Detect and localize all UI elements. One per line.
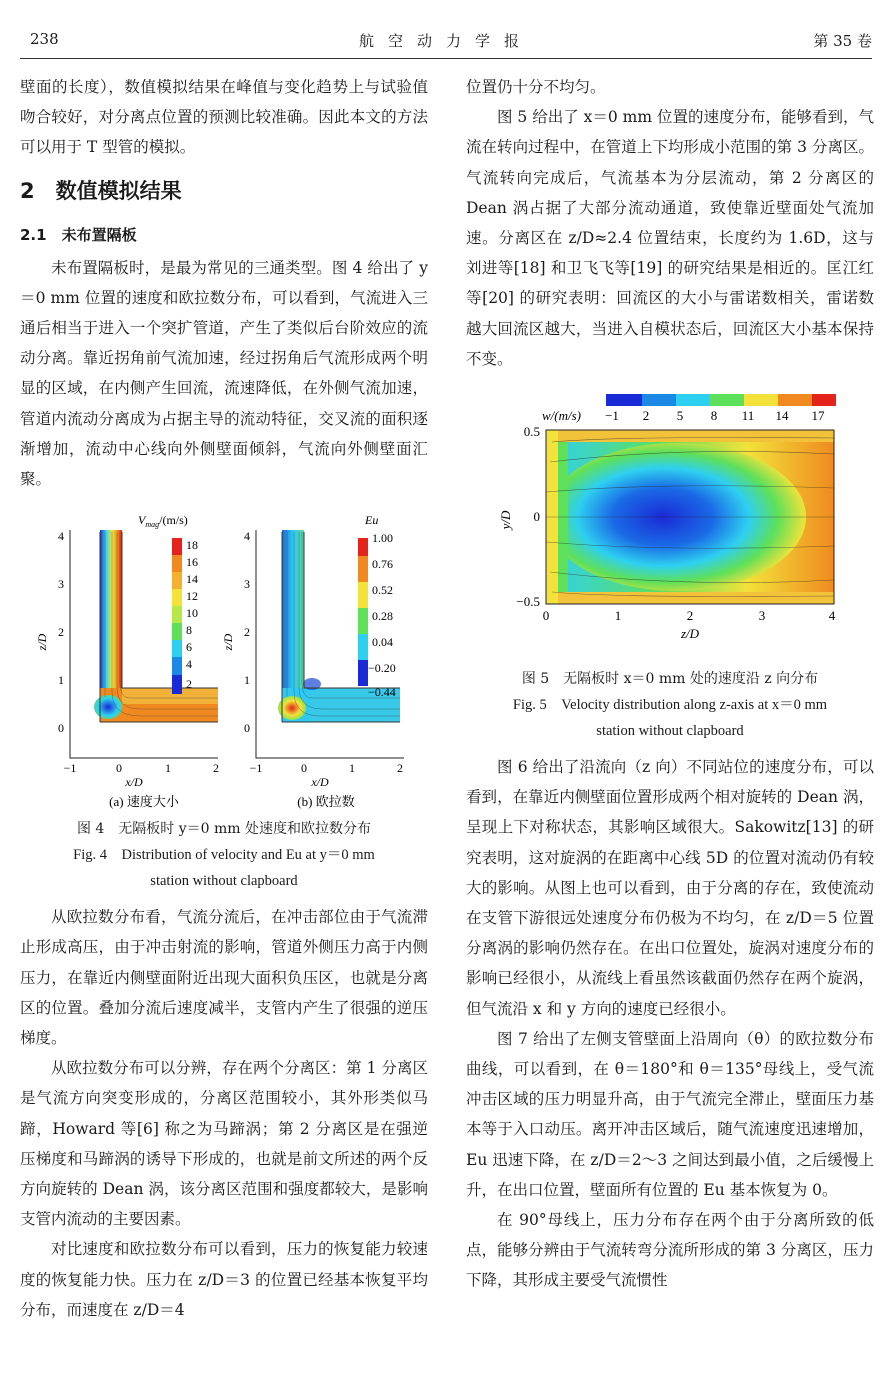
a-cb-swatch xyxy=(172,640,182,657)
a-ytick: 4 xyxy=(58,529,64,544)
b-legend-title: Eu xyxy=(365,513,379,528)
fig5-cb-labels xyxy=(605,408,825,423)
b-cb-swatch xyxy=(358,538,368,556)
a-ytick: 0 xyxy=(58,721,64,736)
figure-4-caption-en: Fig. 4 Distribution of velocity and Eu at y＝0 mm xyxy=(73,847,375,864)
b-cb-swatch xyxy=(358,608,368,634)
cb-label: 5 xyxy=(676,408,684,424)
paragraph: 图 6 给出了沿流向（z 向）不同站位的速度分布，可以看到，在靠近内侧壁面位置形成两个相对旋转的 Dean 涡，呈现上下对称状态，其影响区域很大。Sakowitz[13] 的研究表明，这对旋涡的在距离中心线 5D 的位置对流动仍有较大的影响。从图上也可以看到，由于分离的存在，致使流动在支管下游很远处速度分布仍极为不均匀，在 z/D＝5 位置分离涡的影响仍然存在。在出口位置处，旋涡对速度分布的影响已经很小，从流线上看虽然该截面仍然存在两个旋涡，但气流沿 x 和 y 方向的速度已经很小。 xyxy=(466,758,874,1018)
left-column xyxy=(20,72,428,1325)
subsection-heading: 2.1 未布置隔板 xyxy=(20,225,137,244)
b-cb-label: 0.04 xyxy=(372,635,393,650)
figure-5-caption-en: Fig. 5 Velocity distribution along z-axis at x＝0 mm xyxy=(512,697,828,714)
running-header xyxy=(20,26,872,56)
a-cb-label: 8 xyxy=(186,623,192,638)
cb-swatch xyxy=(606,394,642,406)
volume-label: 第 35 卷 xyxy=(813,32,872,50)
cb-swatch xyxy=(744,394,778,406)
b-ytick: 4 xyxy=(244,529,250,544)
b-ytick: 1 xyxy=(244,673,250,688)
figure-4-caption-cn: 图 4 无隔板时 y＝0 mm 处速度和欧拉数分布 xyxy=(76,821,372,838)
xtick: 3 xyxy=(758,608,766,624)
figure-4-plot xyxy=(20,512,428,812)
paragraph: 图 5 给出了 x＝0 mm 位置的速度分布，能够看到，气流在转向过程中，在管道上下均形成小范围的第 3 分离区。气流转向完成后，气流基本为分层流动，第 2 分离区的 Dean 涡占据了大部分流动通道，致使靠近壁面处气流加速。分离区在 z/D≈2.4 位置结束，长度约为 1.6D，这与刘进等[18] 和卫飞飞等[19] 的研究结果是相近的。匡江红等[20] 的研究表明：回流区的大小与雷诺数相关，雷诺数越大回流区越大，当进入自模状态后，回流区大小基本保持不变。 xyxy=(466,108,874,368)
paragraph: 未布置隔板时，是最为常见的三通类型。图 4 给出了 y＝0 mm 位置的速度和欧拉数分布，可以看到，气流进入三通后相当于进入一个突扩管道，产生了类似后台阶效应的流动分离。靠近拐角前气流加速，经过拐角后气流形成两个明显的区域，在内侧产生回流，流速降低，在外侧气流加速，管道内流动分离成为占据主导的流动特征，交叉流的面积逐渐增加，流动中心线向外侧壁面倾斜，气流向外侧壁面汇聚。 xyxy=(20,258,428,489)
fig5-colorbar xyxy=(542,394,836,423)
a-xtick: 0 xyxy=(116,761,122,776)
a-ytick: 3 xyxy=(58,577,64,592)
paragraph: 从欧拉数分布看，气流分流后，在冲击部位由于气流滞止形成高压，由于冲击射流的影响，管道外侧压力高于内侧压力，在靠近内侧壁面附近出现大面积负压区，也就是分离区的位置。叠加分流后速度减半，支管内产生了很强的逆压梯度。 xyxy=(20,908,428,1048)
figure-5-caption-cn: 图 5 无隔板时 x＝0 mm 处的速度沿 z 向分布 xyxy=(521,671,819,688)
xtick: 2 xyxy=(686,608,694,624)
b-cb-label: 0.76 xyxy=(372,557,393,572)
cb-swatch xyxy=(812,394,836,406)
fig5-xlabel: z/D xyxy=(680,626,700,642)
journal-title: 航空动力学报 xyxy=(358,32,533,50)
b-cb-label: −0.44 xyxy=(368,685,396,700)
b-ytick: 3 xyxy=(244,577,250,592)
b-branch-field xyxy=(282,530,304,710)
figure-4 xyxy=(20,512,428,812)
b-xticks xyxy=(250,761,403,775)
b-xtick: −1 xyxy=(249,761,263,776)
fig5-bottom-band xyxy=(546,592,834,604)
b-ytick: 2 xyxy=(244,625,250,640)
cb-label: 8 xyxy=(710,408,718,424)
figure-5 xyxy=(466,392,874,662)
a-cb-label: 2 xyxy=(186,677,192,692)
b-xtick: 1 xyxy=(349,761,355,776)
b-xtick: 0 xyxy=(301,761,307,776)
b-subcaption: (b) 欧拉数 xyxy=(297,794,355,810)
header-rule xyxy=(20,58,872,59)
page-number: 238 xyxy=(30,30,59,48)
figure-5-plot xyxy=(466,392,874,662)
a-cb-label: 6 xyxy=(186,640,192,655)
a-ylabel: z/D xyxy=(35,633,49,651)
a-xticks xyxy=(64,761,219,775)
a-cb-label: 16 xyxy=(186,555,198,570)
a-legend-title: $V_{mag}/(m/s)$ xyxy=(138,513,188,530)
xtick: 1 xyxy=(614,608,622,624)
a-cb-label: 18 xyxy=(186,538,198,553)
a-yticks xyxy=(58,529,64,735)
a-cb-label: 14 xyxy=(186,572,198,587)
a-subcaption: (a) 速度大小 xyxy=(109,794,179,810)
b-cb-swatch xyxy=(358,556,368,582)
a-xtick: −1 xyxy=(63,761,77,776)
a-stagnation xyxy=(94,695,122,719)
fig5-field xyxy=(546,430,834,604)
paragraph: 图 7 给出了左侧支管壁面上沿周向（θ）的欧拉数分布曲线，可以看到，在 θ＝180°和 θ＝135°母线上，受气流冲击区域的压力明显升高，由于气流完全滞止，壁面压力基本等于入口动压。离开冲击区域后，随气流速度迅速增加，Eu 迅速下降，在 z/D＝2～3 之间达到最小值，之后缓慢上升，在出口位置，壁面所有位置的 Eu 基本恢复为 0。 xyxy=(466,1029,874,1199)
panel-a xyxy=(35,513,219,809)
ytick: 0 xyxy=(533,509,540,525)
b-colorbar-labels xyxy=(368,531,396,699)
b-cb-swatch xyxy=(358,634,368,660)
a-cb-swatch xyxy=(172,623,182,640)
fig5-yticks xyxy=(516,424,540,609)
figure-5-caption-en-2: station without clapboard xyxy=(596,723,744,740)
b-cb-swatch xyxy=(358,660,368,686)
b-cb-label: 0.52 xyxy=(372,583,393,598)
ytick: 0.5 xyxy=(523,424,540,440)
b-cb-swatch xyxy=(358,582,368,608)
cb-swatch xyxy=(642,394,676,406)
fig5-xticks xyxy=(543,608,836,623)
xtick: 4 xyxy=(828,608,836,624)
fig5-top-band xyxy=(546,430,834,442)
a-cb-swatch xyxy=(172,572,182,589)
a-cb-swatch xyxy=(172,555,182,572)
paragraph: 壁面的长度），数值模拟结果在峰值与变化趋势上与试验值吻合较好，对分离点位置的预测比较准确。因此本文的方法可以用于 T 型管的模拟。 xyxy=(20,78,428,157)
a-xtick: 1 xyxy=(165,761,171,776)
cb-swatch xyxy=(710,394,744,406)
b-ylabel: z/D xyxy=(221,633,235,651)
a-cb-swatch xyxy=(172,657,182,675)
a-branch-field xyxy=(100,530,122,710)
cb-label: 2 xyxy=(642,408,650,424)
section-heading: 2 数值模拟结果 xyxy=(20,178,182,203)
paragraph: 位置仍十分不均匀。 xyxy=(466,78,606,96)
b-xtick: 2 xyxy=(397,761,403,776)
paragraph: 对比速度和欧拉数分布可以看到，压力的恢复能力较速度的恢复能力快。压力在 z/D＝3 的位置已经基本恢复平均分布，而速度在 z/D＝4 xyxy=(20,1240,428,1319)
a-cb-label: 4 xyxy=(186,657,192,672)
right-column xyxy=(466,72,874,1296)
cb-label: 14 xyxy=(775,408,789,424)
b-ytick: 0 xyxy=(244,721,250,736)
fig5-legend-label: w/(m/s) xyxy=(542,408,581,424)
paragraph: 在 90°母线上，压力分布存在两个由于分离所致的低点，能够分辨由于气流转弯分流所形成的第 3 分离区，压力下降，其形成主要受气流惯性 xyxy=(466,1211,874,1290)
a-xlabel: x/D xyxy=(125,775,143,790)
a-colorbar-labels xyxy=(186,538,198,691)
cb-label: 17 xyxy=(811,408,825,424)
paragraph: 从欧拉数分布可以分辨，存在两个分离区：第 1 分离区是气流方向突变形成的，分离区范围较小，其外形类似马蹄，Howard 等[6] 称之为马蹄涡；第 2 分离区是在强逆压梯度和马蹄涡的诱导下形成的，也就是前文所述的两个反方向旋转的 Dean 涡，该分离区范围和强度都较大，是影响支管内流动的主要因素。 xyxy=(20,1059,428,1229)
a-cb-swatch xyxy=(172,538,182,555)
a-ytick: 2 xyxy=(58,625,64,640)
b-cb-label: −0.20 xyxy=(368,661,396,676)
cb-label: −1 xyxy=(605,408,619,424)
fig5-ylabel: y/D xyxy=(498,510,513,530)
cb-label: 11 xyxy=(741,408,755,424)
panel-b xyxy=(221,513,404,809)
a-cb-label: 10 xyxy=(186,606,198,621)
a-cb-swatch xyxy=(172,606,182,623)
a-cb-swatch xyxy=(172,589,182,606)
b-cb-label: 0.28 xyxy=(372,609,393,624)
b-xlabel: x/D xyxy=(311,775,329,790)
cb-swatch xyxy=(676,394,710,406)
a-cb-label: 12 xyxy=(186,589,198,604)
xtick: 0 xyxy=(542,608,550,624)
figure-4-caption-en-2: station without clapboard xyxy=(150,873,298,890)
b-cb-label: 1.00 xyxy=(372,531,393,546)
cb-swatch xyxy=(778,394,812,406)
a-xtick: 2 xyxy=(213,761,219,776)
ytick: −0.5 xyxy=(516,594,540,610)
a-cb-swatch xyxy=(172,675,182,694)
b-yticks xyxy=(244,529,250,735)
a-ytick: 1 xyxy=(58,673,64,688)
a-main-upper xyxy=(122,688,218,704)
